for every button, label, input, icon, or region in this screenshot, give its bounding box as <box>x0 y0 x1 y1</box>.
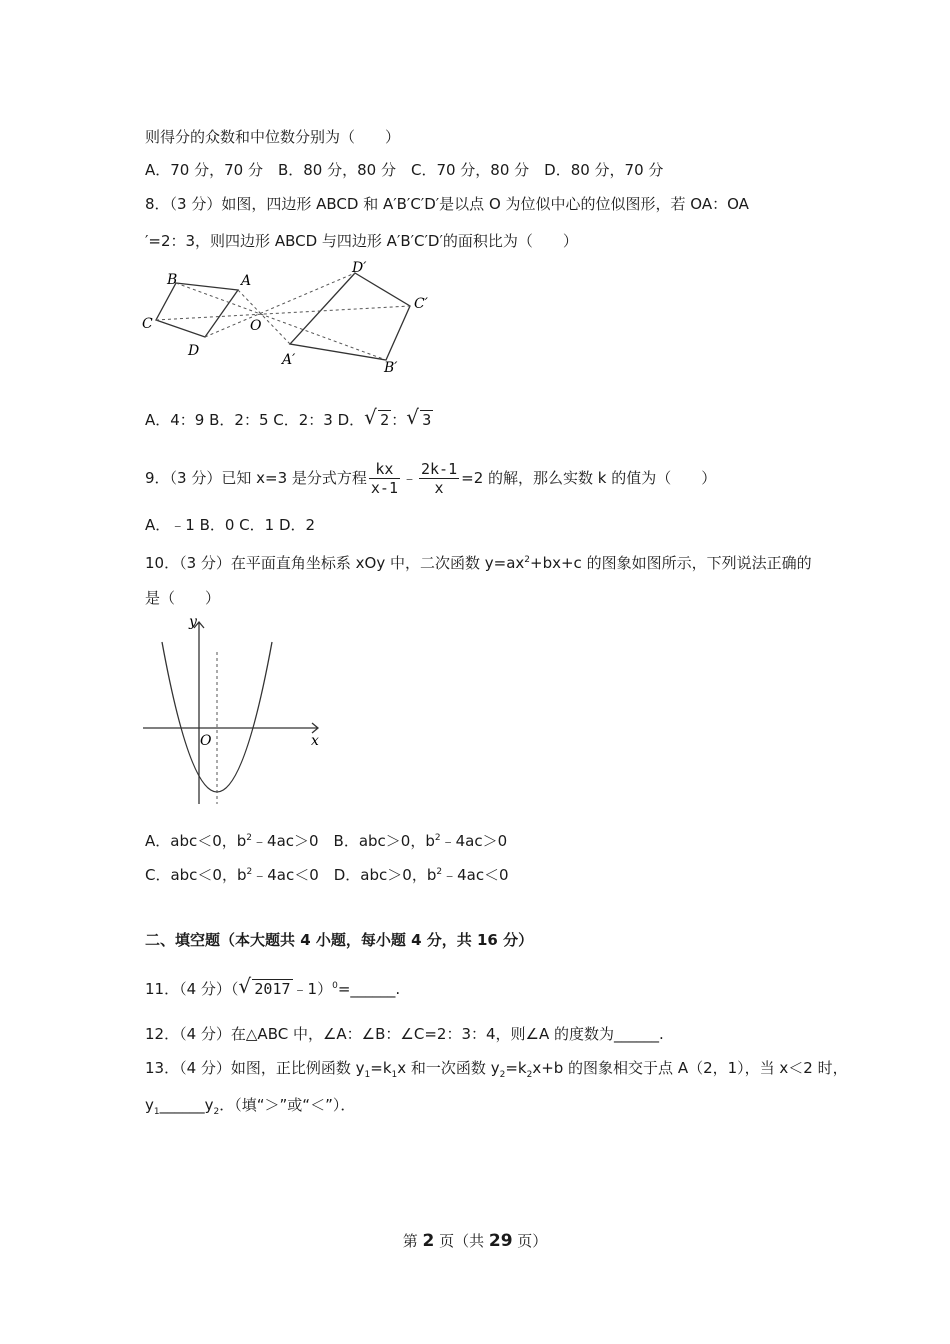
radical-sign: √ <box>406 405 419 429</box>
label-A2: A′ <box>282 352 296 368</box>
label-C2: C′ <box>414 296 428 312</box>
section-2-title: 二、填空题（本大题共 4 小题，每小题 4 分，共 16 分） <box>145 931 534 949</box>
subscript: 1 <box>391 1070 398 1080</box>
q13-l2b: ______y <box>159 1096 214 1114</box>
q9-options: A．﹣1 B．0 C．1 D．2 <box>145 516 316 534</box>
fraction-kx <box>369 460 400 497</box>
superscript: 0 <box>332 981 338 991</box>
q11-prefix: 11．（4 分）（ <box>145 980 239 998</box>
q13-l1d: =k <box>505 1059 527 1077</box>
q13-l1c: x 和一次函数 y <box>397 1059 500 1077</box>
sqrt-2017 <box>238 974 292 999</box>
q13-line2 <box>145 1095 355 1122</box>
subscript: 2 <box>526 1070 533 1080</box>
frac1-numerator: kx <box>369 460 400 479</box>
superscript: 2 <box>524 555 531 565</box>
q13-line1 <box>145 1058 848 1085</box>
radicand-3: 3 <box>422 411 432 429</box>
superscript: 2 <box>246 833 253 843</box>
opt-a-a: A．abc＜0，b <box>145 832 247 850</box>
q12-line: 12．（4 分）在△ABC 中，∠A：∠B：∠C=2：3：4，则∠A 的度数为______. <box>145 1025 664 1043</box>
q13-l2a: y <box>145 1096 154 1114</box>
footer-c: 页） <box>512 1232 548 1250</box>
subscript: 2 <box>213 1107 220 1117</box>
frac2-denominator: x <box>434 479 444 497</box>
q13-l2c: ．（填“＞”或“＜”）． <box>219 1096 356 1114</box>
dash-a-a2 <box>238 290 290 344</box>
frac2-numerator: 2k-1 <box>421 460 458 478</box>
superscript: 2 <box>436 867 443 877</box>
opt-c-a: C．abc＜0，b <box>145 866 247 884</box>
sqrt-3 <box>406 405 433 430</box>
page-number: 2 <box>422 1231 435 1251</box>
q13-l1e: x+b 的图象相交于点 A（2，1），当 x＜2 时， <box>532 1059 848 1077</box>
q9-minus: ﹣ <box>401 469 417 487</box>
q11-mid: ﹣1） <box>292 980 333 998</box>
q8-figure <box>138 258 438 378</box>
q7-tail: 则得分的众数和中位数分别为（ ） <box>145 128 401 146</box>
q8-colon: ： <box>391 411 407 429</box>
q10-options-ab <box>145 828 507 851</box>
label-x: x <box>311 733 319 749</box>
label-O: O <box>250 318 262 334</box>
q10-line1-a: 10．（3 分）在平面直角坐标系 xOy 中，二次函数 y=ax <box>145 554 525 572</box>
q13-l1a: 13．（4 分）如图，正比例函数 y <box>145 1059 365 1077</box>
dash-b-b2 <box>176 283 386 360</box>
page-footer <box>0 1230 950 1251</box>
superscript: 2 <box>246 867 253 877</box>
label-origin: O <box>200 733 212 749</box>
q11-line <box>145 976 400 999</box>
opt-a-c: ﹣4ac＞0 <box>440 832 508 850</box>
label-C: C <box>142 316 153 332</box>
q7-options: A．70 分，70 分 B．80 分，80 分 C．70 分，80 分 D．80 分，70 分 <box>145 161 664 179</box>
q11-suffix: =______. <box>337 980 401 998</box>
q13-l1b: =k <box>370 1059 392 1077</box>
radical-sign: √ <box>364 405 377 429</box>
quad-abcd <box>156 283 238 337</box>
q10-line1-b: +bx+c 的图象如图所示，下列说法正确的 <box>530 554 812 572</box>
label-D2: D′ <box>352 260 367 276</box>
label-B2: B′ <box>384 360 398 376</box>
footer-b: 页（共 <box>434 1232 489 1250</box>
q9-prefix: 9．（3 分）已知 x=3 是分式方程 <box>145 469 367 487</box>
total-pages: 29 <box>488 1231 513 1251</box>
radicand-2: 2 <box>380 411 390 429</box>
quad-a2b2c2d2 <box>290 273 410 360</box>
opt-c-c: ﹣4ac＜0 <box>442 866 509 884</box>
label-D: D <box>188 343 200 359</box>
frac1-denominator: x-1 <box>370 479 398 497</box>
q8-options <box>145 405 433 430</box>
q10-parabola-figure <box>140 612 330 807</box>
q8-line2: ′=2：3，则四边形 ABCD 与四边形 A′B′C′D′的面积比为（ ） <box>145 232 578 250</box>
label-A: A <box>241 273 252 289</box>
dash-c-c2 <box>156 306 410 320</box>
opt-a-b: ﹣4ac＞0 B．abc＞0，b <box>252 832 435 850</box>
q9-line <box>145 458 716 498</box>
label-B: B <box>167 272 178 288</box>
fraction-2k-1 <box>419 460 459 497</box>
footer-a: 第 <box>402 1232 423 1250</box>
subscript: 1 <box>153 1107 160 1117</box>
q8-line1: 8．（3 分）如图，四边形 ABCD 和 A′B′C′D′是以点 O 为位似中心的位似图形，若 OA：OA <box>145 195 749 213</box>
subscript: 2 <box>499 1070 506 1080</box>
opt-c-b: ﹣4ac＜0 D．abc＞0，b <box>252 866 437 884</box>
radical-sign: √ <box>238 974 252 998</box>
q10-line1 <box>145 550 812 573</box>
superscript: 2 <box>434 833 441 843</box>
q10-line2: 是（ ） <box>145 589 221 607</box>
radicand-2017: 2017 <box>254 980 291 998</box>
q9-suffix: =2 的解，那么实数 k 的值为（ ） <box>461 469 717 487</box>
q10-options-cd <box>145 862 509 885</box>
subscript: 1 <box>364 1070 371 1080</box>
q8-options-prefix: A．4：9 B．2：5 C．2：3 D． <box>145 411 365 429</box>
label-y: y <box>189 614 197 630</box>
sqrt-2 <box>364 405 391 430</box>
